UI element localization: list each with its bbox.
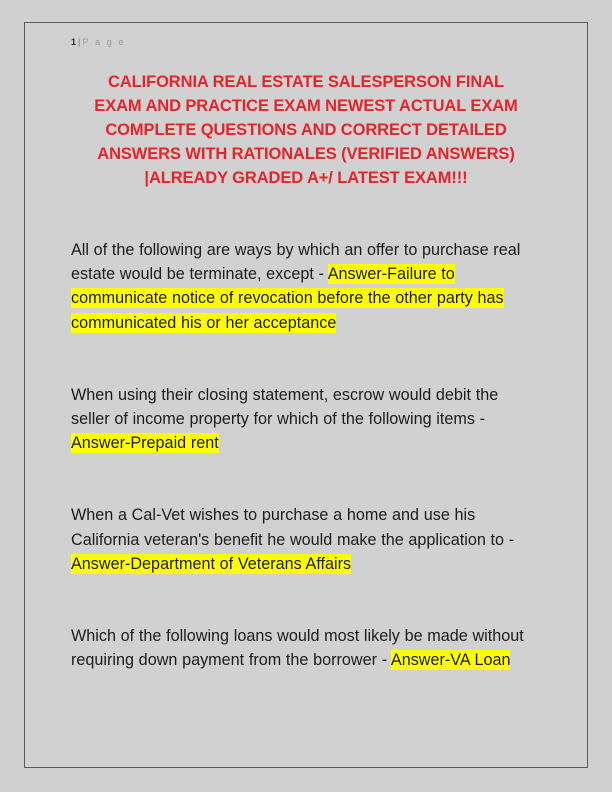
header-page-number: 1 [71,37,77,47]
answer-highlight: Answer-Prepaid rent [71,434,219,453]
header-page-word: P a g e [82,37,126,47]
answer-highlight: Answer-Department of Veterans Affairs [71,554,352,573]
question-text: All of the following are ways by which an offer to purchase real estate would be terminate, except - [71,241,521,284]
question-text: Which of the following loans would most likely be made without requiring down payment from the borrower - [71,627,524,670]
title-line-2: EXAM AND PRACTICE EXAM NEWEST ACTUAL EXAM [94,97,518,115]
document-title [71,70,541,190]
question-text: When using their closing statement, escrow would debit the seller of income property for which of the following items - [71,385,499,429]
title-line-4: ANSWERS WITH RATIONALES (VERIFIED ANSWERS) [97,145,515,163]
title-line-3: COMPLETE QUESTIONS AND CORRECT DETAILED [105,121,507,139]
answer-highlight: Answer-Failure to communicate notice of revocation before the other party has communicated his or her acceptance [71,265,504,332]
answer-highlight: Answer-VA Loan [390,651,511,670]
question-answer-list [71,238,541,672]
qa-block [71,383,541,456]
qa-block [71,503,541,576]
page-content-area [71,36,541,672]
title-line-5: |ALREADY GRADED A+/ LATEST EXAM!!! [144,169,468,187]
question-text: When a Cal-Vet wishes to purchase a home and use his California veteran's benefit he would make the application to - [71,506,515,549]
title-line-1: CALIFORNIA REAL ESTATE SALESPERSON FINAL [108,73,504,91]
qa-block [71,238,541,335]
qa-block [71,624,541,672]
running-header [71,36,541,48]
header-separator: | [78,37,81,47]
document-page [24,22,588,768]
